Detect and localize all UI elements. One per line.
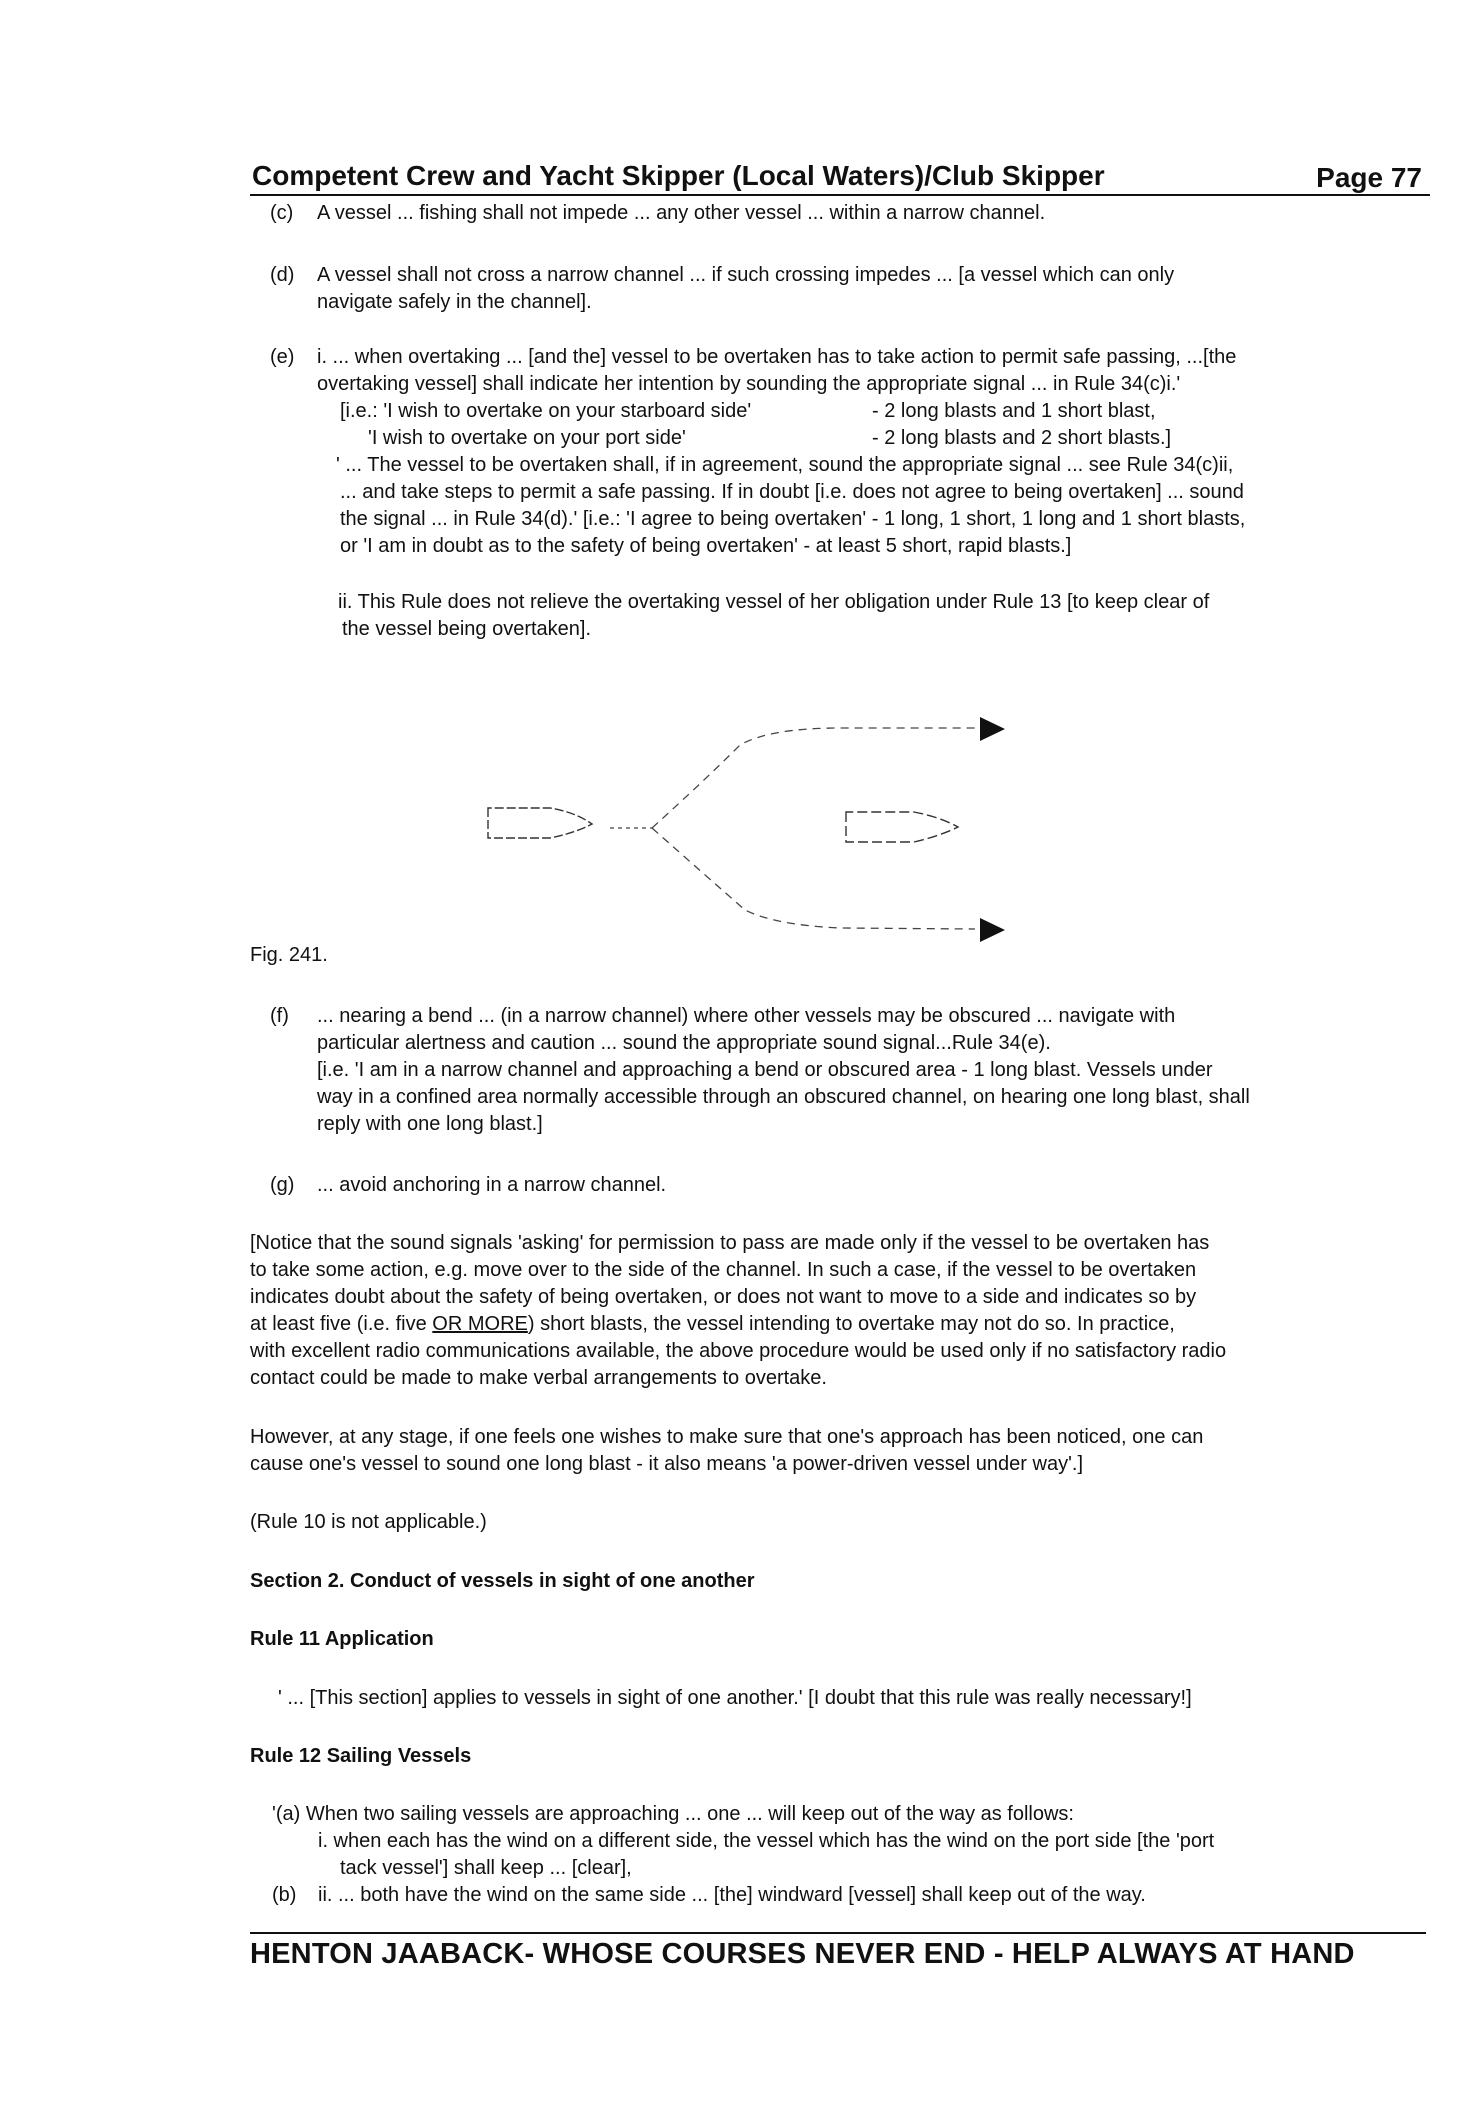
notice-line4-post: ) short blasts, the vessel intending to overtake may not do so. In practice,	[527, 1313, 1175, 1335]
rule9-e-ie2-right: - 2 long blasts and 2 short blasts.]	[872, 427, 1172, 449]
rule9-e-i-line1: i. ... when overtaking ... [and the] vessel to be overtaken has to take action to permit safe passing, ...[the	[317, 346, 1237, 368]
rule12-b-text: ii. ... both have the wind on the same side ... [the] windward [vessel] shall keep out of the way.	[318, 1884, 1146, 1906]
however-line1: However, at any stage, if one feels one wishes to make sure that one's approach has been noticed, one can	[250, 1426, 1204, 1448]
overtaking-vessel-outline	[846, 812, 958, 842]
rule9-c-text: A vessel ... fishing shall not impede ... any other vessel ... within a narrow channel.	[317, 202, 1046, 224]
rule9-e-q3: the signal ... in Rule 34(d).' [i.e.: 'I agree to being overtaken' - 1 long, 1 short, 1 long and 1 short blasts,	[340, 508, 1246, 530]
rule12-i-line2: tack vessel'] shall keep ... [clear],	[340, 1857, 632, 1879]
rule9-e-ii-line1: ii. This Rule does not relieve the overtaking vessel of her obligation under Rule 13 [to keep clear of	[338, 591, 1210, 613]
notice-line2: to take some action, e.g. move over to the side of the channel. In such a case, if the vessel to be overtaken	[250, 1259, 1197, 1281]
track-port-pass	[652, 828, 975, 929]
notice-paragraph	[250, 1230, 1430, 1392]
rule9-e-ie1-left: [i.e.: 'I wish to overtake on your starboard side'	[340, 400, 752, 422]
rule9-g-label: (g)	[270, 1174, 295, 1196]
notice-line4	[250, 1311, 1430, 1338]
however-paragraph	[250, 1424, 1430, 1478]
notice-line6: contact could be made to make verbal arrangements to overtake.	[250, 1367, 827, 1389]
rule9-e-label: (e)	[270, 346, 295, 368]
rule9-e-ie2-left: 'I wish to overtake on your port side'	[368, 427, 686, 449]
rule9-f-line4: way in a confined area normally accessible through an obscured channel, on hearing one long blast, shall	[317, 1086, 1250, 1108]
rule9-c-label: (c)	[270, 202, 294, 224]
rule9-f-line5: reply with one long blast.]	[317, 1113, 543, 1135]
rule12-a-line: '(a) When two sailing vessels are approaching ... one ... will keep out of the way as follows:	[272, 1803, 1074, 1825]
rule11-text: ' ... [This section] applies to vessels in sight of one another.' [I doubt that this rule was really necessary!]	[278, 1687, 1192, 1709]
rule9-e-q4: or 'I am in doubt as to the safety of being overtaken' - at least 5 short, rapid blasts.]	[340, 535, 1072, 557]
notice-or-more: OR MORE	[432, 1313, 528, 1335]
overtaken-vessel-outline	[488, 808, 592, 838]
rule9-f-line2: particular alertness and caution ... sound the appropriate sound signal...Rule 34(e).	[317, 1032, 1051, 1054]
page-header	[250, 158, 1430, 196]
page-number: Page 77	[1316, 162, 1422, 193]
rule9-g-text: ... avoid anchoring in a narrow channel.	[317, 1174, 667, 1196]
figure-label: Fig. 241.	[250, 944, 328, 966]
track-starboard-pass	[652, 728, 975, 828]
arrow-upper-icon	[980, 717, 1005, 741]
rule9-d-line2: navigate safely in the channel].	[317, 291, 592, 313]
notice-line3: indicates doubt about the safety of being overtaken, or does not want to move to a side and indicates so by	[250, 1286, 1197, 1308]
rule9-e-q1: ' ... The vessel to be overtaken shall, if in agreement, sound the appropriate signal ... see Rule 34(c)ii,	[336, 454, 1234, 476]
notice-line1: [Notice that the sound signals 'asking' for permission to pass are made only if the vessel to be overtaken has	[250, 1232, 1210, 1254]
rule9-f-label: (f)	[270, 1005, 289, 1027]
rule9-e-q2: ... and take steps to permit a safe passing. If in doubt [i.e. does not agree to being overtaken] ... sound	[340, 481, 1244, 503]
rule9-f-line3: [i.e. 'I am in a narrow channel and approaching a bend or obscured area - 1 long blast. Vessels under	[317, 1059, 1213, 1081]
rule11-heading: Rule 11 Application	[250, 1628, 434, 1650]
page-footer: HENTON JAABACK- WHOSE COURSES NEVER END - HELP ALWAYS AT HAND	[250, 1938, 1355, 1970]
section2-heading: Section 2. Conduct of vessels in sight of one another	[250, 1570, 755, 1592]
header-title: Competent Crew and Yacht Skipper (Local Waters)/Club Skipper	[252, 160, 1105, 191]
rule12-heading: Rule 12 Sailing Vessels	[250, 1745, 472, 1767]
arrow-lower-icon	[980, 918, 1005, 942]
rule10-note: (Rule 10 is not applicable.)	[250, 1511, 487, 1533]
notice-line5: with excellent radio communications available, the above procedure would be used only if no satisfactory radio	[250, 1340, 1227, 1362]
rule9-d-label: (d)	[270, 264, 295, 286]
rule12-i-line1: i. when each has the wind on a different side, the vessel which has the wind on the port side [the 'port	[318, 1830, 1215, 1852]
rule9-e-ie1-right: - 2 long blasts and 1 short blast,	[872, 400, 1156, 422]
footer-rule	[250, 1932, 1426, 1934]
overtaking-diagram	[470, 700, 1030, 960]
however-line2: cause one's vessel to sound one long blast - it also means 'a power-driven vessel under way'.]	[250, 1453, 1084, 1475]
rule12-b-label: (b)	[272, 1884, 297, 1906]
rule9-e-i-line2: overtaking vessel] shall indicate her intention by sounding the appropriate signal ... in Rule 34(c)i.'	[317, 373, 1181, 395]
document-page	[250, 158, 1430, 640]
rule9-e-ii-line2: the vessel being overtaken].	[342, 618, 592, 640]
rule9-f-line1: ... nearing a bend ... (in a narrow channel) where other vessels may be obscured ... navigate with	[317, 1005, 1176, 1027]
rule9-d-line1: A vessel shall not cross a narrow channel ... if such crossing impedes ... [a vessel which can only	[317, 264, 1175, 286]
notice-line4-pre: at least five (i.e. five	[250, 1313, 433, 1335]
